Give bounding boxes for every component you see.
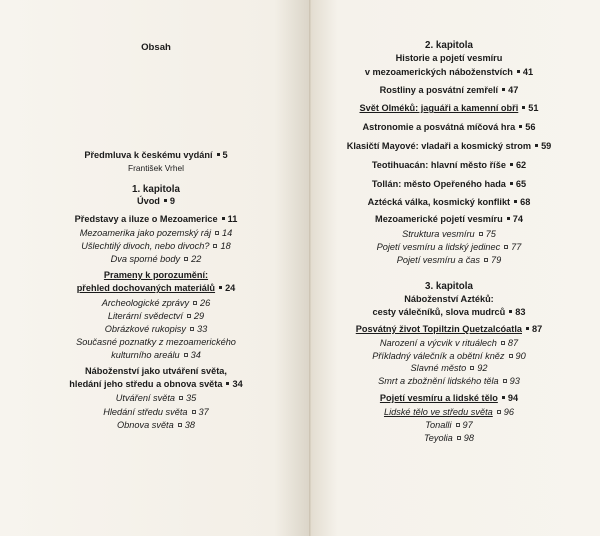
filled-square-bullet-icon	[219, 286, 222, 289]
filled-square-bullet-icon	[226, 382, 229, 385]
toc-page-number: 87	[532, 324, 543, 334]
toc-page-number: 24	[225, 283, 236, 293]
toc-entry	[10, 420, 302, 431]
toc-entry-title: Narození a výcvik v rituálech	[379, 338, 497, 348]
toc-entry-title: Dva sporné body	[110, 254, 181, 264]
left-title-column	[0, 42, 312, 53]
toc-entry	[10, 366, 302, 377]
toc-entry	[318, 197, 580, 208]
toc-entry-title: Struktura vesmíru	[402, 229, 475, 239]
filled-square-bullet-icon	[514, 200, 517, 203]
toc-entry	[10, 150, 302, 161]
toc-page-number: 77	[511, 242, 522, 252]
toc-entry	[10, 214, 302, 225]
toc-entry	[318, 307, 580, 318]
toc-entry-title: hledání jeho středu a obnova světa	[69, 379, 223, 389]
filled-square-bullet-icon	[502, 88, 505, 91]
toc-entry-title: Mezoamerické pojetí vesmíru	[375, 214, 503, 224]
toc-page-number: 68	[520, 197, 531, 207]
filled-square-bullet-icon	[217, 153, 220, 156]
toc-page-number: 26	[200, 298, 211, 308]
toc-entry	[10, 298, 302, 309]
toc-entry	[10, 228, 302, 239]
open-square-bullet-icon	[192, 410, 196, 414]
toc-entry	[318, 160, 580, 171]
toc-entry	[10, 311, 302, 322]
open-square-bullet-icon	[179, 396, 183, 400]
toc-entry	[10, 324, 302, 335]
toc-entry	[318, 141, 580, 152]
toc-entry-title: kulturního areálu	[111, 350, 180, 360]
toc-entry	[318, 420, 580, 431]
toc-entry-title: Smrt a zbožnění lidského těla	[378, 376, 499, 386]
toc-entry-title: Pojetí vesmíru a čas	[396, 255, 480, 265]
open-square-bullet-icon	[184, 257, 188, 261]
filled-square-bullet-icon	[502, 396, 505, 399]
toc-entry	[318, 229, 580, 240]
filled-square-bullet-icon	[164, 199, 167, 202]
toc-page-number: 37	[198, 407, 209, 417]
toc-entry	[10, 241, 302, 252]
toc-page-number: 14	[222, 228, 233, 238]
toc-entry	[10, 337, 302, 348]
toc-entry	[10, 270, 302, 281]
toc-page-number: 87	[507, 338, 519, 348]
toc-entry-title: cesty válečníků, slova mudrců	[372, 307, 506, 317]
filled-square-bullet-icon	[510, 163, 513, 166]
open-square-bullet-icon	[215, 231, 219, 235]
toc-entry	[10, 196, 302, 207]
toc-entry	[10, 163, 302, 174]
toc-page-number: 62	[515, 160, 527, 170]
toc-page-number: 92	[477, 363, 488, 373]
toc-entry-title: Náboženství jako utváření světa,	[85, 366, 227, 376]
filled-square-bullet-icon	[222, 217, 225, 220]
toc-entry	[10, 283, 302, 294]
toc-entry	[318, 122, 580, 133]
toc-entry	[318, 338, 580, 349]
open-square-bullet-icon	[497, 410, 501, 414]
toc-entry-title: Prameny k porozumění:	[103, 270, 209, 280]
filled-square-bullet-icon	[526, 327, 529, 330]
toc-page-number: 51	[528, 103, 539, 113]
toc-page-number: 34	[232, 379, 243, 389]
toc-page-number: 98	[463, 433, 474, 443]
toc-page-number: 11	[227, 214, 238, 224]
toc-entry	[318, 324, 580, 335]
toc-entry	[318, 53, 580, 64]
toc-page-number: 96	[503, 407, 514, 417]
toc-entry-title: Obrázkové rukopisy	[104, 324, 186, 334]
open-square-bullet-icon	[457, 436, 461, 440]
toc-page-number: 22	[191, 254, 202, 264]
open-square-bullet-icon	[187, 314, 191, 318]
toc-entry	[10, 254, 302, 265]
toc-entry-title: Utváření světa	[115, 393, 175, 403]
toc-entry-title: Teyolia	[423, 433, 453, 443]
toc-entry-title: Obnova světa	[117, 420, 174, 430]
open-square-bullet-icon	[504, 245, 508, 249]
toc-entry-title: Archeologické zprávy	[101, 298, 190, 308]
toc-entry	[10, 407, 302, 418]
toc-entry-title: Klasičtí Mayové: vladaři a kosmický strom	[346, 141, 532, 151]
toc-page-number: 33	[196, 324, 208, 334]
toc-entry-title: Úvod	[136, 196, 160, 206]
toc-page-number: 94	[507, 393, 519, 403]
toc-page-number: 47	[508, 85, 519, 95]
toc-entry-title: Představy a iluze o Mezoamerice	[74, 214, 218, 224]
filled-square-bullet-icon	[510, 182, 513, 185]
open-square-bullet-icon	[193, 301, 197, 305]
open-square-bullet-icon	[501, 341, 505, 345]
open-square-bullet-icon	[190, 327, 194, 331]
toc-entry	[318, 85, 580, 96]
toc-entry	[10, 350, 302, 361]
toc-page-number: 93	[509, 376, 520, 386]
toc-entry-title: Příkladný válečník a obětní kněz	[372, 351, 505, 361]
toc-page-number: 18	[220, 241, 231, 251]
toc-entry-title: v mezoamerických náboženstvích	[364, 67, 513, 77]
toc-entry-title: Pojetí vesmíru a lidské tělo	[379, 393, 498, 403]
filled-square-bullet-icon	[507, 217, 510, 220]
right-page	[312, 0, 600, 536]
toc-page-number: 29	[193, 311, 205, 321]
toc-entry-title: Slavné město	[410, 363, 467, 373]
filled-square-bullet-icon	[509, 310, 512, 313]
toc-page-number: 90	[515, 351, 526, 361]
open-square-bullet-icon	[213, 244, 217, 248]
toc-entry-title: Tollán: město Opeřeného hada	[371, 179, 506, 189]
toc-page-number: 79	[491, 255, 502, 265]
toc-entry-title: Ušlechtilý divoch, nebo divoch?	[81, 241, 210, 251]
toc-entry	[318, 255, 580, 266]
toc-entry	[10, 184, 302, 195]
toc-entry	[318, 281, 580, 292]
toc-entry	[318, 67, 580, 78]
toc-entry	[318, 407, 580, 418]
open-square-bullet-icon	[503, 379, 507, 383]
toc-entry-title: 1. kapitola	[132, 184, 180, 195]
contents-title: Obsah	[141, 42, 171, 53]
toc-entry-title: Historie a pojetí vesmíru	[395, 53, 503, 63]
toc-entry	[318, 433, 580, 444]
toc-entry	[318, 40, 580, 51]
toc-page-number: 59	[541, 141, 552, 151]
toc-entry	[318, 393, 580, 404]
toc-entry-title: Současné poznatky z mezoamerického	[76, 337, 236, 347]
toc-entry	[318, 376, 580, 387]
toc-entry-title: Aztécká válka, kosmický konflikt	[367, 197, 511, 207]
toc-page-number: 9	[169, 196, 176, 206]
toc-entry-title: přehled dochovaných materiálů	[76, 283, 216, 293]
toc-page-number: 75	[485, 229, 496, 239]
toc-entry	[318, 179, 580, 190]
toc-entry	[318, 242, 580, 253]
toc-page-number: 83	[515, 307, 526, 317]
toc-entry-title: Rostliny a posvátní zemřelí	[379, 85, 499, 95]
toc-entry-title: Předmluva k českému vydání	[84, 150, 213, 160]
toc-entry-title: Tonalli	[425, 420, 452, 430]
toc-entry	[318, 363, 580, 374]
open-square-bullet-icon	[509, 354, 513, 358]
open-square-bullet-icon	[484, 258, 488, 262]
toc-page-number: 65	[515, 179, 527, 189]
toc-page-number: 35	[186, 393, 197, 403]
open-square-bullet-icon	[479, 232, 483, 236]
toc-page-number: 34	[190, 350, 201, 360]
toc-entry-title: František Vrhel	[127, 163, 184, 173]
toc-page-number: 97	[462, 420, 473, 430]
open-square-bullet-icon	[184, 353, 188, 357]
toc-entry	[318, 214, 580, 225]
open-square-bullet-icon	[178, 423, 182, 427]
open-square-bullet-icon	[456, 423, 460, 427]
toc-entry-title: Mezoamerika jako pozemský ráj	[79, 228, 211, 238]
toc-entry	[318, 294, 580, 305]
toc-entry	[318, 103, 580, 114]
filled-square-bullet-icon	[517, 70, 520, 73]
toc-entry-title: Náboženství Aztéků:	[404, 294, 494, 304]
toc-entry-title: Hledání středu světa	[103, 407, 188, 417]
toc-entry-title: 2. kapitola	[425, 40, 473, 51]
toc-entry	[318, 351, 580, 362]
toc-entry	[10, 393, 302, 404]
toc-entry-title: Lidské tělo ve středu světa	[383, 407, 493, 417]
filled-square-bullet-icon	[535, 144, 538, 147]
toc-entry	[10, 379, 302, 390]
toc-page-number: 56	[525, 122, 536, 132]
filled-square-bullet-icon	[522, 106, 525, 109]
toc-entry-title: Teotihuacán: hlavní město říše	[371, 160, 506, 170]
toc-entry-title: Astronomie a posvátná míčová hra	[362, 122, 516, 132]
toc-entry-title: Literární svědectví	[107, 311, 183, 321]
toc-entry-title: Posvátný život Topiltzin Quetzalcóatla	[355, 324, 522, 334]
toc-page-number: 38	[184, 420, 195, 430]
toc-entry-title: Pojetí vesmíru a lidský jedinec	[376, 242, 501, 252]
toc-entry-title: Svět Olméků: jaguáři a kamenní obři	[359, 103, 519, 113]
toc-entry-title: 3. kapitola	[425, 281, 473, 292]
toc-page-number: 5	[222, 150, 228, 160]
toc-page-number: 74	[512, 214, 523, 224]
toc-page-number: 41	[522, 67, 534, 77]
filled-square-bullet-icon	[519, 125, 522, 128]
open-square-bullet-icon	[470, 366, 474, 370]
